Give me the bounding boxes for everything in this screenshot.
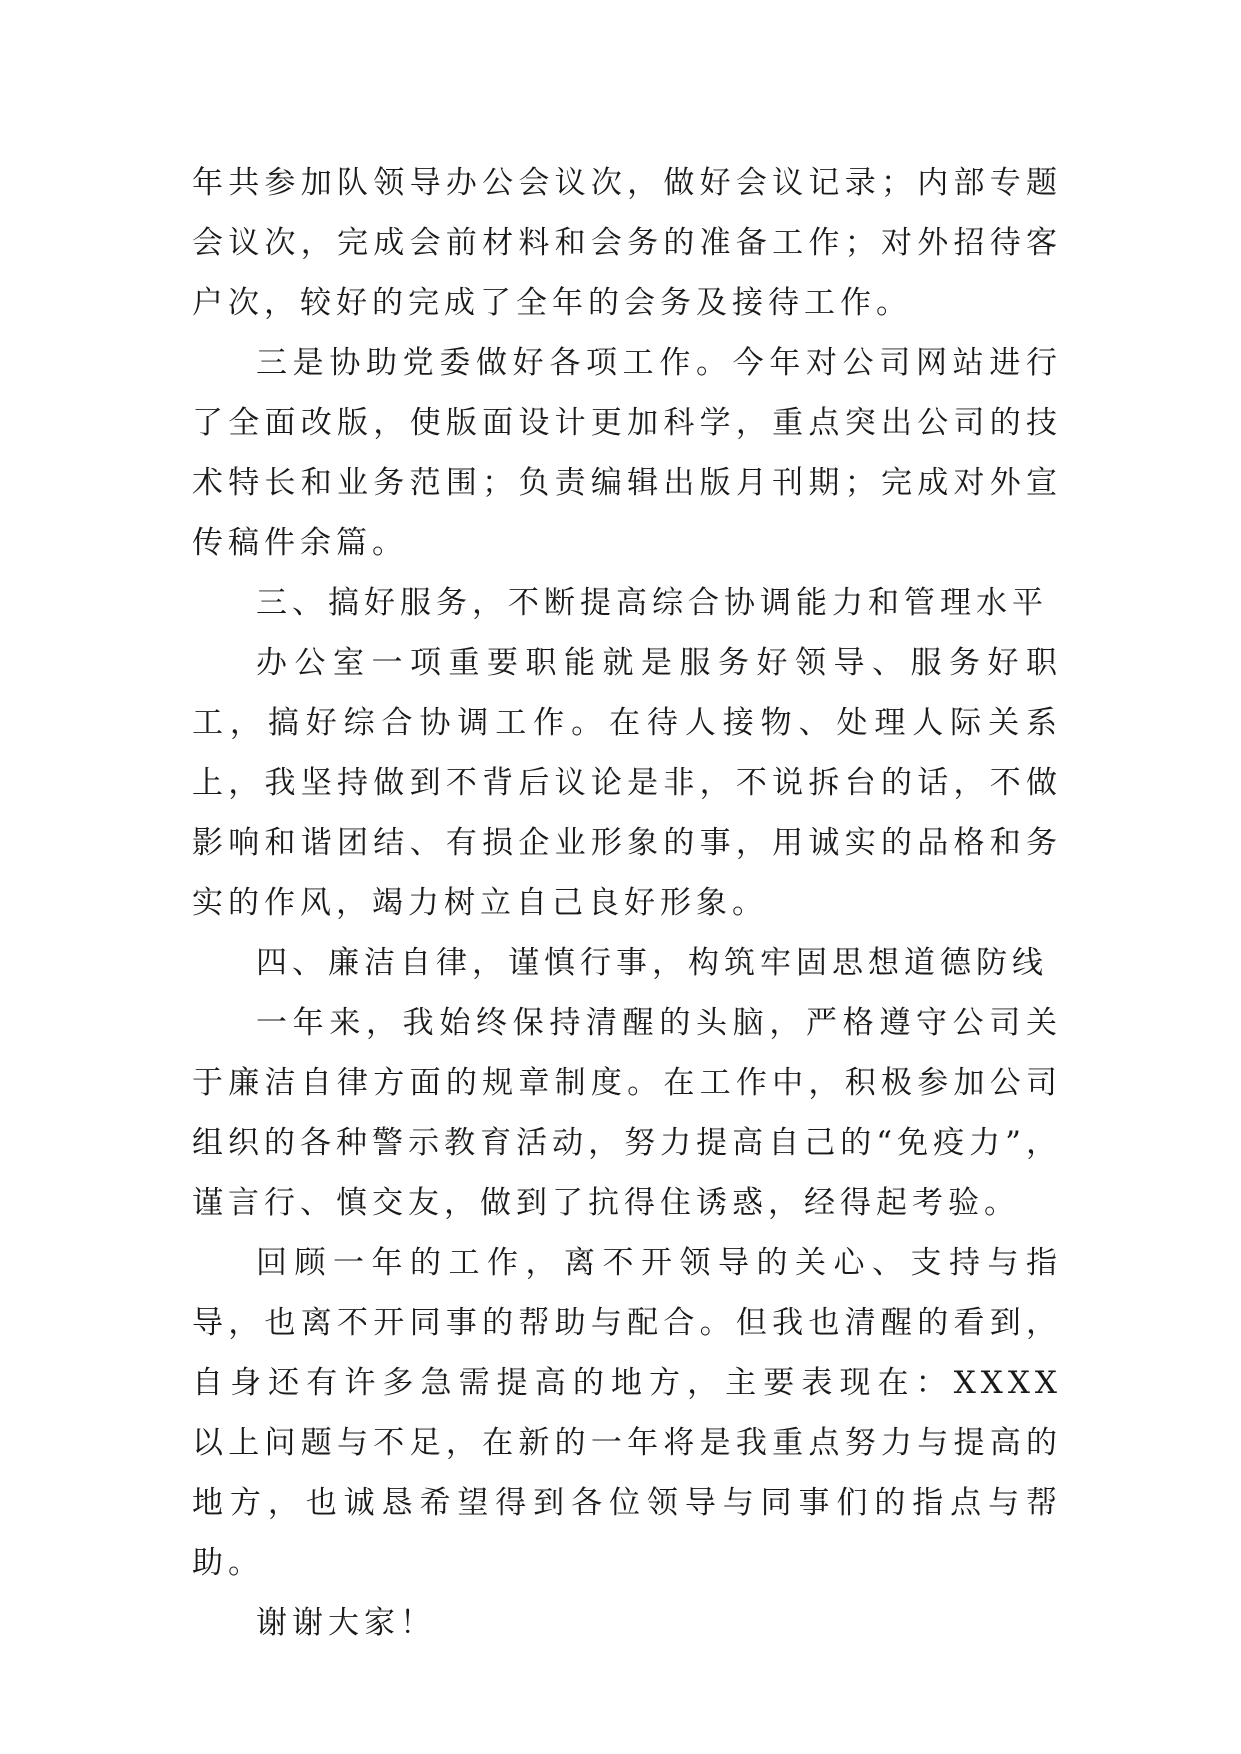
paragraph-meetings: 年共参加队领导办公会议次，做好会议记录；内部专题会议次，完成会前材料和会务的准备工作；对外招待客户次，较好的完成了全年的会务及接待工作。 [192,165,1062,321]
document-body [192,153,1062,1653]
section-heading-service: 三、搞好服务，不断提高综合协调能力和管理水平 [256,585,1048,621]
paragraph-integrity: 一年来，我始终保持清醒的头脑，严格遵守公司关于廉洁自律方面的规章制度。在工作中，积极参加公司组织的各种警示教育活动，努力提高自己的“免疫力”，谨言行、慎交友，做到了抗得住诱惑，经得起考验。 [192,1005,1062,1221]
closing-thanks: 谢谢大家！ [256,1605,436,1641]
paragraph-party-work: 三是协助党委做好各项工作。今年对公司网站进行了全面改版，使版面设计更加科学，重点突出公司的技术特长和业务范围；负责编辑出版月刊期；完成对外宣传稿件余篇。 [192,345,1062,561]
paragraph-service: 办公室一项重要职能就是服务好领导、服务好职工，搞好综合协调工作。在待人接物、处理人际关系上，我坚持做到不背后议论是非，不说拆台的话，不做影响和谐团结、有损企业形象的事，用诚实的品格和务实的作风，竭力树立自己良好形象。 [192,645,1062,921]
paragraph-review: 回顾一年的工作，离不开领导的关心、支持与指导，也离不开同事的帮助与配合。但我也清醒的看到，自身还有许多急需提高的地方，主要表现在：XXXX 以上问题与不足，在新的一年将是我重点努力与提高的地方，也诚恳希望得到各位领导与同事们的指点与帮助。 [192,1245,1062,1581]
section-heading-integrity: 四、廉洁自律，谨慎行事，构筑牢固思想道德防线 [256,945,1048,981]
